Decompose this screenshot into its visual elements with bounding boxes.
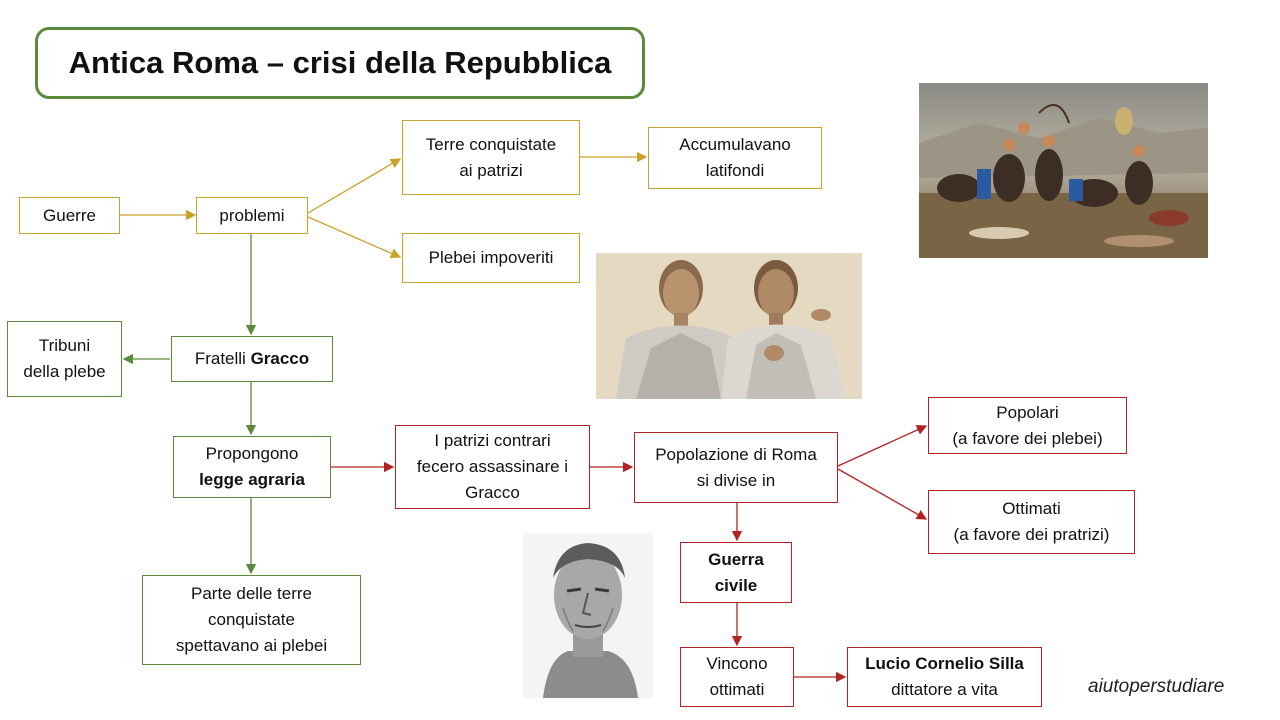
arrow-popolazione-popolari: [838, 426, 926, 466]
fratelli-bold: Gracco: [250, 349, 310, 368]
node-tribuni-della-plebe: Tribuni della plebe: [7, 321, 122, 397]
node-popolazione-di-roma: Popolazione di Roma si divise in: [634, 432, 838, 503]
node-vincono-ottimati: Vincono ottimati: [680, 647, 794, 707]
node-parte-delle-terre: Parte delle terre conquistate spettavano ai plebei: [142, 575, 361, 665]
gracchi-brothers-statue: [596, 253, 862, 399]
propongono-bold: legge agraria: [199, 470, 305, 489]
propongono-line1: Propongono: [205, 444, 299, 463]
page-title: Antica Roma – crisi della Repubblica: [35, 27, 645, 99]
battle-painting: [919, 83, 1208, 258]
node-plebei-impoveriti: Plebei impoveriti: [402, 233, 580, 283]
arrow-problemi-plebei: [308, 217, 400, 257]
silla-bold: Lucio Cornelio Silla: [865, 654, 1024, 673]
node-lucio-cornelio-silla: [847, 647, 1042, 707]
node-guerre: Guerre: [19, 197, 120, 234]
arrow-problemi-terre: [308, 159, 400, 213]
watermark: aiutoperstudiare: [1088, 676, 1225, 697]
node-ottimati: Ottimati (a favore dei pratrizi): [928, 490, 1135, 554]
node-accumulavano-latifondi: Accumulavano latifondi: [648, 127, 822, 189]
node-guerra-civile: Guerra civile: [680, 542, 792, 603]
node-popolari: Popolari (a favore dei plebei): [928, 397, 1127, 454]
node-problemi: problemi: [196, 197, 308, 234]
node-terre-conquistate: Terre conquistate ai patrizi: [402, 120, 580, 195]
arrow-popolazione-ottimati: [838, 469, 926, 519]
silla-line2: dittatore a vita: [891, 680, 998, 699]
node-patrizi-contrari: I patrizi contrari fecero assassinare i Gracco: [395, 425, 590, 509]
node-fratelli-gracco: [171, 336, 333, 382]
node-propongono-legge-agraria: [173, 436, 331, 498]
silla-bust: [523, 533, 653, 698]
fratelli-prefix: Fratelli: [194, 349, 251, 368]
